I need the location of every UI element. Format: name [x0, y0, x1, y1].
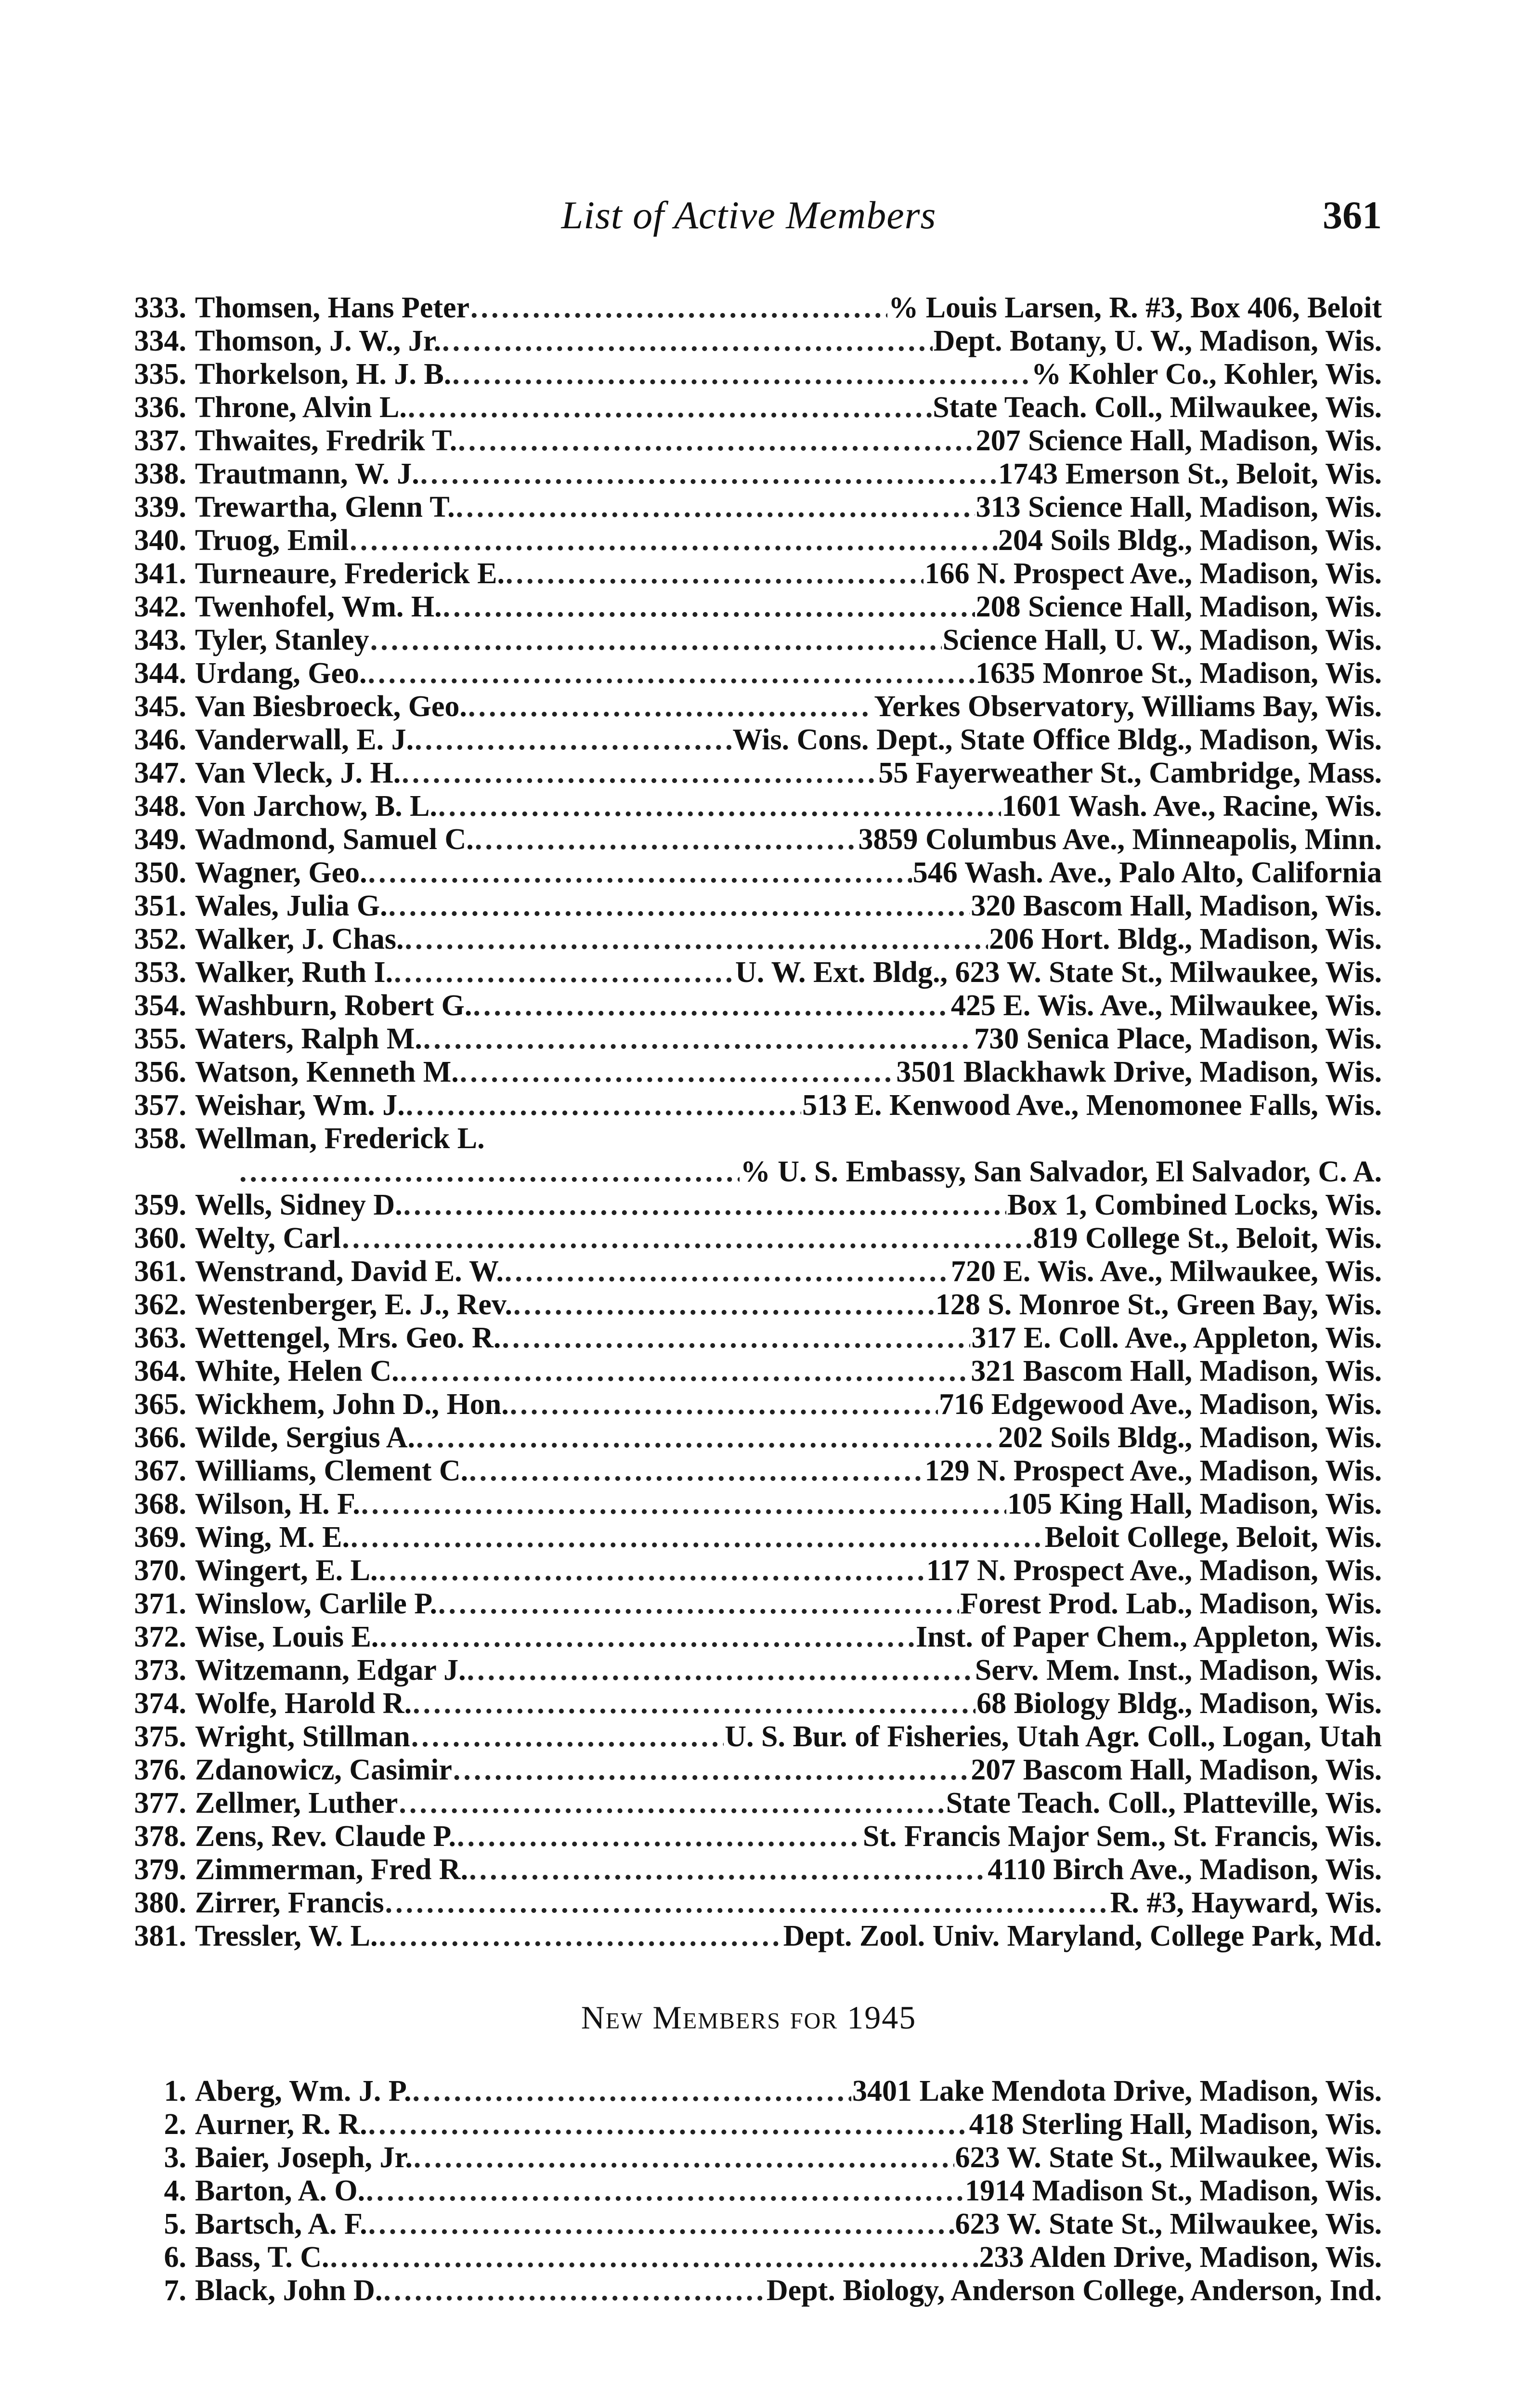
member-number: 380. — [134, 1886, 186, 1919]
member-number: 375. — [134, 1720, 186, 1753]
member-number: 378. — [134, 1820, 186, 1853]
dot-leader — [438, 1587, 959, 1621]
member-address: Yerkes Observatory, Williams Bay, Wis. — [874, 690, 1382, 723]
member-number: 336. — [134, 391, 186, 424]
member-address: Forest Prod. Lab., Madison, Wis. — [960, 1587, 1382, 1620]
dot-leader — [438, 790, 1001, 823]
page-header — [116, 193, 1382, 246]
member-number: 1. — [164, 2075, 186, 2107]
member-number: 376. — [134, 1754, 186, 1786]
dot-leader — [423, 1022, 973, 1056]
member-name: Wales, Julia G. — [195, 890, 388, 922]
member-name: Walker, Ruth I. — [195, 956, 393, 989]
member-entry — [116, 1022, 1382, 1056]
member-name: Urdang, Geo. — [195, 657, 367, 690]
member-number: 355. — [134, 1022, 186, 1055]
member-name: Wagner, Geo. — [195, 856, 367, 889]
member-entry — [116, 624, 1382, 657]
member-address: Inst. of Paper Chem., Appleton, Wis. — [915, 1621, 1382, 1653]
member-address: 105 King Hall, Madison, Wis. — [1007, 1488, 1382, 1520]
member-address: 623 W. State St., Milwaukee, Wis. — [955, 2141, 1382, 2174]
member-address: Dept. Biology, Anderson College, Anderson, Ind. — [766, 2274, 1382, 2307]
member-entry — [116, 1853, 1382, 1886]
dot-leader — [405, 923, 989, 956]
member-name: Wenstrand, David E. W. — [195, 1255, 504, 1288]
member-entry — [116, 1454, 1382, 1488]
dot-leader — [414, 2141, 954, 2174]
member-name: Throne, Alvin L. — [195, 391, 407, 424]
member-entry — [116, 1089, 1382, 1122]
member-number: 339. — [134, 491, 186, 523]
dot-leader — [457, 1820, 862, 1853]
member-address: % U. S. Embassy, San Salvador, El Salvador, C. A. — [740, 1155, 1382, 1188]
member-entry — [116, 524, 1382, 557]
dot-leader — [399, 1787, 945, 1820]
dot-leader — [513, 1288, 935, 1322]
member-entry — [116, 1920, 1382, 1953]
dot-leader — [458, 424, 975, 458]
member-name: Thwaites, Fredrik T. — [195, 424, 457, 457]
member-name: Wingert, E. L. — [195, 1554, 378, 1587]
dot-leader — [379, 1621, 915, 1654]
member-name: Wickhem, John D., Hon. — [195, 1388, 509, 1421]
member-address: Dept. Zool. Univ. Maryland, College Park, Md. — [783, 1920, 1382, 1952]
page-number: 361 — [1323, 193, 1382, 237]
member-entry — [116, 1222, 1382, 1255]
member-name: Van Vleck, J. H. — [195, 757, 401, 789]
member-number: 341. — [134, 557, 186, 590]
member-number: 3. — [164, 2141, 186, 2174]
member-entry — [116, 1787, 1382, 1820]
member-address: 425 E. Wis. Ave., Milwaukee, Wis. — [950, 989, 1382, 1022]
member-entry — [116, 424, 1382, 458]
member-number: 348. — [134, 790, 186, 823]
member-entry — [116, 2208, 1382, 2241]
member-address: St. Francis Major Sem., St. Francis, Wis. — [862, 1820, 1382, 1853]
member-address: 233 Alden Drive, Madison, Wis. — [979, 2241, 1382, 2274]
member-name: Witzemann, Edgar J. — [195, 1654, 466, 1687]
member-number: 334. — [134, 325, 186, 357]
member-number: 2. — [164, 2108, 186, 2141]
member-entry — [116, 2274, 1382, 2307]
member-address: 166 N. Prospect Ave., Madison, Wis. — [924, 557, 1382, 590]
member-entry — [116, 1621, 1382, 1654]
member-list — [116, 291, 1382, 1953]
member-name: Zens, Rev. Claude P. — [195, 1820, 456, 1853]
member-name: Wise, Louis E. — [195, 1621, 379, 1653]
member-address: 321 Bascom Hall, Madison, Wis. — [971, 1355, 1382, 1387]
member-number: 372. — [134, 1621, 186, 1653]
member-number: 369. — [134, 1521, 186, 1554]
member-name: Van Biesbroeck, Geo. — [195, 690, 467, 723]
member-entry — [116, 1421, 1382, 1454]
member-name: Black, John D. — [195, 2274, 383, 2307]
member-entry — [116, 325, 1382, 358]
dot-leader — [506, 557, 924, 590]
member-entry — [116, 291, 1382, 325]
member-entry — [116, 823, 1382, 856]
member-name: Thorkelson, H. J. B. — [195, 358, 452, 391]
member-number: 338. — [134, 458, 186, 490]
member-number: 343. — [134, 624, 186, 656]
dot-leader — [350, 524, 997, 557]
dot-leader — [452, 358, 1030, 391]
dot-leader — [416, 1421, 997, 1454]
dot-leader — [468, 690, 873, 723]
member-number: 335. — [134, 358, 186, 391]
member-address: 546 Wash. Ave., Palo Alto, California — [912, 856, 1382, 889]
member-entry — [116, 757, 1382, 790]
member-entry — [116, 790, 1382, 823]
member-name: White, Helen C. — [195, 1355, 399, 1387]
member-address: 206 Hort. Bldg., Madison, Wis. — [989, 923, 1382, 955]
member-number: 345. — [134, 690, 186, 723]
member-entry — [116, 723, 1382, 757]
member-name: Watson, Kenneth M. — [195, 1056, 459, 1088]
dot-leader — [368, 2108, 968, 2141]
member-address: 313 Science Hall, Madison, Wis. — [976, 491, 1382, 523]
member-name: Aurner, R. R. — [195, 2108, 367, 2141]
member-address: 4110 Birch Ave., Madison, Wis. — [988, 1853, 1382, 1886]
dot-leader — [460, 1056, 895, 1089]
member-address: 1743 Emerson St., Beloit, Wis. — [998, 458, 1382, 490]
member-address: 623 W. State St., Milwaukee, Wis. — [955, 2208, 1382, 2240]
member-address: Wis. Cons. Dept., State Office Bldg., Madison, Wis. — [732, 723, 1382, 756]
dot-leader — [379, 1920, 782, 1953]
dot-leader — [415, 723, 731, 757]
dot-leader — [239, 1155, 740, 1189]
section-heading-text: New Members for 1945 — [581, 1999, 917, 2036]
dot-leader — [403, 1189, 1006, 1222]
section-heading — [116, 1999, 1382, 2037]
dot-leader — [443, 590, 975, 624]
member-number: 337. — [134, 424, 186, 457]
dot-leader — [502, 1322, 970, 1355]
dot-leader — [475, 823, 858, 856]
dot-leader — [473, 989, 950, 1022]
member-number: 7. — [164, 2274, 186, 2307]
member-name: Wing, M. E. — [195, 1521, 350, 1554]
member-number: 349. — [134, 823, 186, 856]
member-address: Science Hall, U. W., Madison, Wis. — [942, 624, 1382, 656]
member-name: Twenhofel, Wm. H. — [195, 590, 442, 623]
member-entry — [116, 1288, 1382, 1322]
member-number: 6. — [164, 2241, 186, 2274]
member-address: State Teach. Coll., Milwaukee, Wis. — [933, 391, 1382, 424]
member-entry — [116, 557, 1382, 590]
member-entry — [116, 1886, 1382, 1920]
member-name: Truog, Emil — [195, 524, 349, 557]
member-address: R. #3, Hayward, Wis. — [1110, 1886, 1382, 1919]
member-address: 117 N. Prospect Ave., Madison, Wis. — [926, 1554, 1382, 1587]
dot-leader — [420, 458, 997, 491]
member-address: 202 Soils Bldg., Madison, Wis. — [998, 1421, 1382, 1454]
member-number: 356. — [134, 1056, 186, 1088]
dot-leader — [469, 1853, 987, 1886]
member-entry — [116, 1754, 1382, 1787]
member-name: Waters, Ralph M. — [195, 1022, 422, 1055]
member-name: Turneaure, Frederick E. — [195, 557, 505, 590]
member-entry — [116, 1255, 1382, 1288]
member-name: Welty, Carl — [195, 1222, 341, 1255]
member-entry — [116, 358, 1382, 391]
member-address: 720 E. Wis. Ave., Milwaukee, Wis. — [950, 1255, 1382, 1288]
new-member-list — [116, 2075, 1382, 2307]
member-name: Von Jarchow, B. L. — [195, 790, 438, 823]
member-name: Tyler, Stanley — [195, 624, 369, 656]
dot-leader — [378, 1554, 925, 1587]
dot-leader — [368, 657, 975, 690]
member-name: Washburn, Robert G. — [195, 989, 472, 1022]
dot-leader — [406, 1089, 801, 1122]
dot-leader — [411, 1720, 724, 1754]
member-entry — [116, 1355, 1382, 1388]
member-address: 730 Senica Place, Madison, Wis. — [974, 1022, 1382, 1055]
member-address: 3501 Blackhawk Drive, Madison, Wis. — [896, 1056, 1382, 1088]
member-entry — [116, 690, 1382, 723]
member-number: 362. — [134, 1288, 186, 1321]
member-number: 357. — [134, 1089, 186, 1122]
member-number: 344. — [134, 657, 186, 690]
member-address: Box 1, Combined Locks, Wis. — [1007, 1189, 1382, 1221]
member-name: Walker, J. Chas. — [195, 923, 404, 955]
member-number: 360. — [134, 1222, 186, 1255]
member-number: 342. — [134, 590, 186, 623]
member-address: % Kohler Co., Kohler, Wis. — [1031, 358, 1382, 391]
member-name: Zdanowicz, Casimir — [195, 1754, 452, 1786]
member-address: % Louis Larsen, R. #3, Box 406, Beloit — [888, 291, 1382, 324]
member-address: 716 Edgewood Ave., Madison, Wis. — [939, 1388, 1382, 1421]
member-name: Baier, Joseph, Jr. — [195, 2141, 413, 2174]
member-entry — [116, 2108, 1382, 2141]
dot-leader — [385, 1886, 1109, 1920]
member-name: Wright, Stillman — [195, 1720, 410, 1753]
member-name: Thomson, J. W., Jr. — [195, 325, 442, 357]
member-entry — [116, 1720, 1382, 1754]
dot-leader — [469, 1454, 924, 1488]
dot-leader — [342, 1222, 1032, 1255]
member-name: Wilde, Sergius A. — [195, 1421, 416, 1454]
member-address: 208 Science Hall, Madison, Wis. — [976, 590, 1382, 623]
member-entry — [116, 1189, 1382, 1222]
member-number: 5. — [164, 2208, 186, 2240]
dot-leader — [470, 291, 887, 325]
running-title: List of Active Members — [561, 193, 937, 237]
dot-leader — [505, 1255, 950, 1288]
member-address: 129 N. Prospect Ave., Madison, Wis. — [924, 1454, 1382, 1487]
member-number: 340. — [134, 524, 186, 557]
member-address: U. S. Bur. of Fisheries, Utah Agr. Coll., Logan, Utah — [725, 1720, 1382, 1753]
member-address: 207 Bascom Hall, Madison, Wis. — [971, 1754, 1382, 1786]
member-number: 346. — [134, 723, 186, 756]
member-number: 367. — [134, 1454, 186, 1487]
member-address: Serv. Mem. Inst., Madison, Wis. — [975, 1654, 1382, 1687]
member-address: U. W. Ext. Bldg., 623 W. State St., Milwaukee, Wis. — [735, 956, 1382, 989]
member-number: 347. — [134, 757, 186, 789]
member-entry — [116, 657, 1382, 690]
member-name: Wellman, Frederick L. — [195, 1122, 485, 1155]
dot-leader — [408, 391, 932, 424]
member-number: 377. — [134, 1787, 186, 1819]
dot-leader — [368, 2208, 954, 2241]
member-name: Barton, A. O. — [195, 2174, 365, 2207]
member-address: 1914 Madison St., Madison, Wis. — [965, 2174, 1382, 2207]
member-number: 374. — [134, 1687, 186, 1720]
dot-leader — [368, 856, 912, 890]
member-number: 373. — [134, 1654, 186, 1687]
member-name: Zellmer, Luther — [195, 1787, 398, 1819]
member-name: Thomsen, Hans Peter — [195, 291, 470, 324]
dot-leader — [413, 1687, 976, 1720]
member-entry — [116, 1322, 1382, 1355]
member-entry-continuation — [116, 1155, 1382, 1189]
member-number: 364. — [134, 1355, 186, 1387]
member-name: Zirrer, Francis — [195, 1886, 384, 1919]
member-address: 207 Science Hall, Madison, Wis. — [976, 424, 1382, 457]
member-name: Winslow, Carlile P. — [195, 1587, 437, 1620]
member-name: Vanderwall, E. J. — [195, 723, 414, 756]
member-number: 333. — [134, 291, 186, 324]
dot-leader — [330, 2241, 978, 2274]
member-number: 353. — [134, 956, 186, 989]
member-number: 381. — [134, 1920, 186, 1952]
dot-leader — [456, 491, 975, 524]
member-name: Trautmann, W. J. — [195, 458, 419, 490]
member-name: Tressler, W. L. — [195, 1920, 378, 1952]
member-address: 3859 Columbus Ave., Minneapolis, Minn. — [858, 823, 1382, 856]
dot-leader — [467, 1654, 974, 1687]
member-number: 351. — [134, 890, 186, 922]
member-name: Wettengel, Mrs. Geo. R. — [195, 1322, 501, 1354]
member-name: Trewartha, Glenn T. — [195, 491, 455, 523]
member-number: 354. — [134, 989, 186, 1022]
member-entry — [116, 1388, 1382, 1421]
member-entry — [116, 2075, 1382, 2108]
dot-leader — [351, 1521, 1044, 1554]
member-name: Westenberger, E. J., Rev. — [195, 1288, 512, 1321]
member-number: 358. — [134, 1122, 186, 1155]
member-entry — [116, 458, 1382, 491]
dot-leader — [366, 2174, 964, 2208]
member-address: 1601 Wash. Ave., Racine, Wis. — [1002, 790, 1382, 823]
member-address: 317 E. Coll. Ave., Appleton, Wis. — [971, 1322, 1382, 1354]
member-name: Wolfe, Harold R. — [195, 1687, 412, 1720]
member-entry — [116, 1554, 1382, 1587]
member-address: Beloit College, Beloit, Wis. — [1044, 1521, 1382, 1554]
member-address: 320 Bascom Hall, Madison, Wis. — [971, 890, 1382, 922]
dot-leader — [394, 956, 734, 989]
member-entry — [116, 2174, 1382, 2208]
member-number: 368. — [134, 1488, 186, 1520]
member-entry — [116, 989, 1382, 1022]
dot-leader — [400, 1355, 970, 1388]
member-number: 361. — [134, 1255, 186, 1288]
member-name: Bass, T. C. — [195, 2241, 329, 2274]
dot-leader — [442, 325, 932, 358]
member-name: Wells, Sidney D. — [195, 1189, 403, 1221]
member-name: Zimmerman, Fred R. — [195, 1853, 468, 1886]
member-entry — [116, 1122, 1382, 1155]
member-address: 204 Soils Bldg., Madison, Wis. — [998, 524, 1382, 557]
member-entry — [116, 590, 1382, 624]
dot-leader — [402, 757, 877, 790]
member-name: Wilson, H. F. — [195, 1488, 360, 1520]
member-name: Weishar, Wm. J. — [195, 1089, 405, 1122]
member-entry — [116, 491, 1382, 524]
member-address: 3401 Lake Mendota Drive, Madison, Wis. — [852, 2075, 1382, 2107]
member-entry — [116, 856, 1382, 890]
member-number: 363. — [134, 1322, 186, 1354]
dot-leader — [389, 890, 970, 923]
member-address: 418 Sterling Hall, Madison, Wis. — [969, 2108, 1382, 2141]
member-name: Bartsch, A. F. — [195, 2208, 367, 2240]
dot-leader — [413, 2075, 852, 2108]
member-address: State Teach. Coll., Platteville, Wis. — [946, 1787, 1382, 1819]
dot-leader — [361, 1488, 1006, 1521]
member-address: 68 Biology Bldg., Madison, Wis. — [976, 1687, 1382, 1720]
member-address: Dept. Botany, U. W., Madison, Wis. — [933, 325, 1382, 357]
member-entry — [116, 1587, 1382, 1621]
member-number: 350. — [134, 856, 186, 889]
member-name: Williams, Clement C. — [195, 1454, 468, 1487]
member-entry — [116, 2241, 1382, 2274]
member-number: 352. — [134, 923, 186, 955]
dot-leader — [510, 1388, 938, 1421]
member-entry — [116, 1521, 1382, 1554]
member-name: Wadmond, Samuel C. — [195, 823, 474, 856]
member-entry — [116, 2141, 1382, 2174]
dot-leader — [383, 2274, 766, 2307]
member-entry — [116, 890, 1382, 923]
member-entry — [116, 391, 1382, 424]
member-number: 4. — [164, 2174, 186, 2207]
member-entry — [116, 956, 1382, 989]
member-number: 365. — [134, 1388, 186, 1421]
member-number: 379. — [134, 1853, 186, 1886]
dot-leader — [453, 1754, 970, 1787]
member-number: 371. — [134, 1587, 186, 1620]
dot-leader — [370, 624, 942, 657]
member-address: 128 S. Monroe St., Green Bay, Wis. — [935, 1288, 1382, 1321]
member-address: 55 Fayerweather St., Cambridge, Mass. — [878, 757, 1382, 789]
member-entry — [116, 1687, 1382, 1720]
member-entry — [116, 1820, 1382, 1853]
member-address: 1635 Monroe St., Madison, Wis. — [976, 657, 1382, 690]
member-number: 359. — [134, 1189, 186, 1221]
member-address: 819 College St., Beloit, Wis. — [1033, 1222, 1382, 1255]
member-number: 370. — [134, 1554, 186, 1587]
member-address: 513 E. Kenwood Ave., Menomonee Falls, Wis. — [802, 1089, 1382, 1122]
member-entry — [116, 923, 1382, 956]
member-name: Aberg, Wm. J. P. — [195, 2075, 412, 2107]
member-entry — [116, 1488, 1382, 1521]
member-entry — [116, 1056, 1382, 1089]
member-number: 366. — [134, 1421, 186, 1454]
member-entry — [116, 1654, 1382, 1687]
